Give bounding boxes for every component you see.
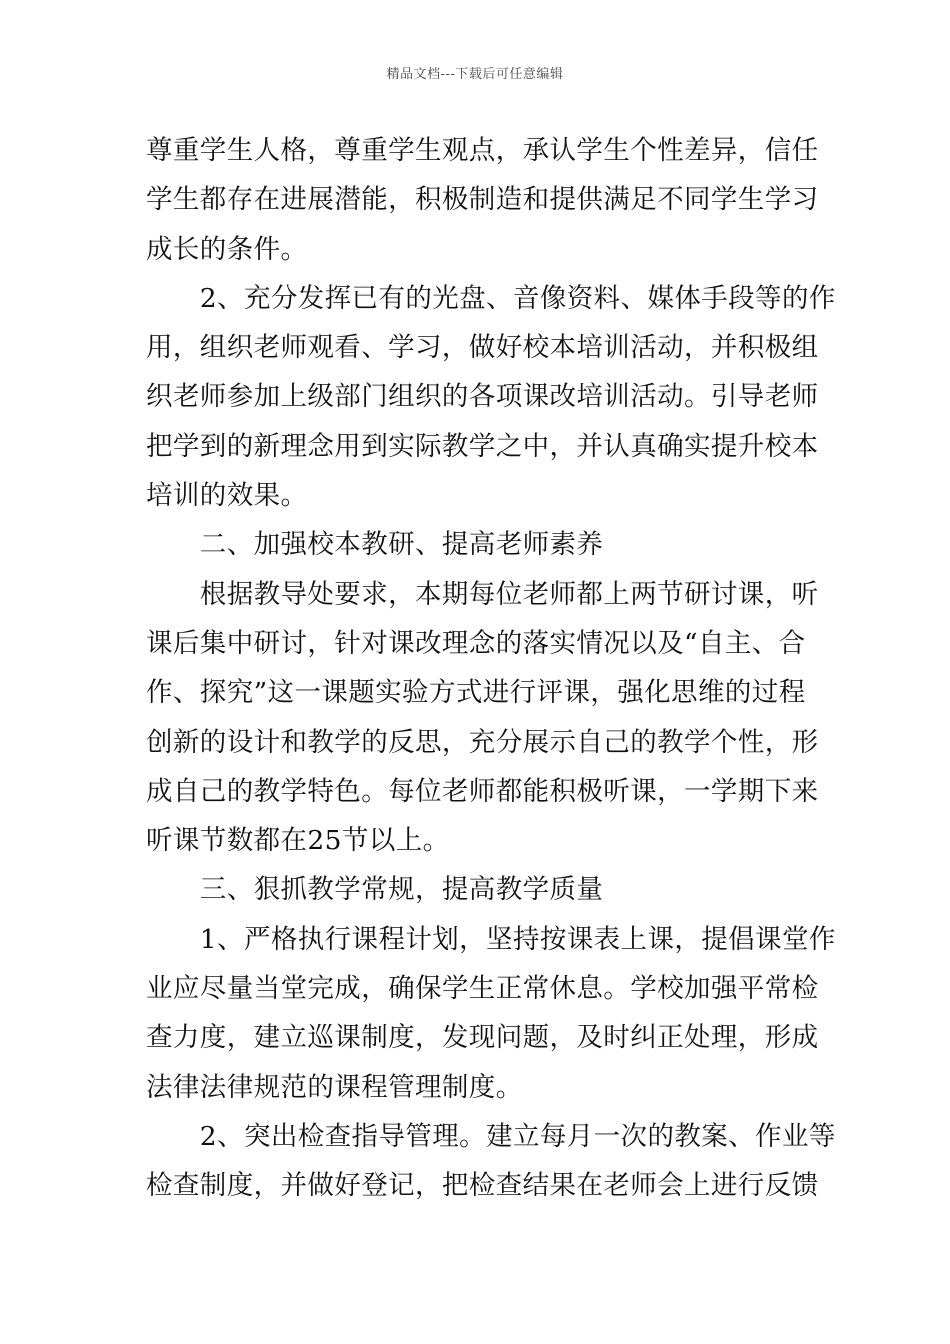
- text-line: 检查制度，并做好登记，把检查结果在老师会上进行反馈: [146, 1170, 819, 1202]
- text-line: 2、充分发挥已有的光盘、音像资料、媒体手段等的作: [146, 282, 836, 314]
- text-line: 课后集中研讨，针对课改理念的落实情况以及“自主、合: [146, 627, 806, 659]
- text-line: 业应尽量当堂完成，确保学生正常休息。学校加强平常检: [146, 973, 819, 1005]
- section-heading: 二、加强校本教研、提高老师素养: [146, 529, 604, 561]
- text-line: 创新的设计和教学的反思，充分展示自己的教学个性，形: [146, 726, 819, 758]
- page-header: 精品文档---下载后可任意编辑: [386, 67, 564, 82]
- text-line: 1、严格执行课程计划，坚持按课表上课，提倡课堂作: [146, 923, 836, 955]
- text-line: 根据教导处要求，本期每位老师都上两节研讨课，听: [146, 578, 819, 610]
- text-line: 成自己的教学特色。每位老师都能积极听课，一学期下来: [146, 775, 819, 807]
- text-line: 法律法律规范的课程管理制度。: [146, 1071, 523, 1103]
- text-line: 用，组织老师观看、学习，做好校本培训活动，并积极组: [146, 332, 819, 364]
- text-line: 学生都存在进展潜能，积极制造和提供满足不同学生学习: [146, 184, 819, 216]
- document-body: [146, 126, 836, 1211]
- text-line: 把学到的新理念用到实际教学之中，并认真确实提升校本: [146, 430, 819, 462]
- text-line: 作、探究”这一课题实验方式进行评课，强化思维的过程: [146, 677, 806, 709]
- text-line: 听课节数都在25节以上。: [146, 825, 450, 857]
- text-line: 2、突出检查指导管理。建立每月一次的教案、作业等: [146, 1120, 836, 1152]
- text-line: 查力度，建立巡课制度，发现问题，及时纠正处理，形成: [146, 1022, 819, 1054]
- text-line: 成长的条件。: [146, 233, 308, 265]
- section-heading: 三、狠抓教学常规，提高教学质量: [146, 874, 604, 906]
- text-line: 织老师参加上级部门组织的各项课改培训活动。引导老师: [146, 381, 819, 413]
- text-line: 培训的效果。: [146, 480, 308, 512]
- text-line: 尊重学生人格，尊重学生观点，承认学生个性差异，信任: [146, 135, 819, 166]
